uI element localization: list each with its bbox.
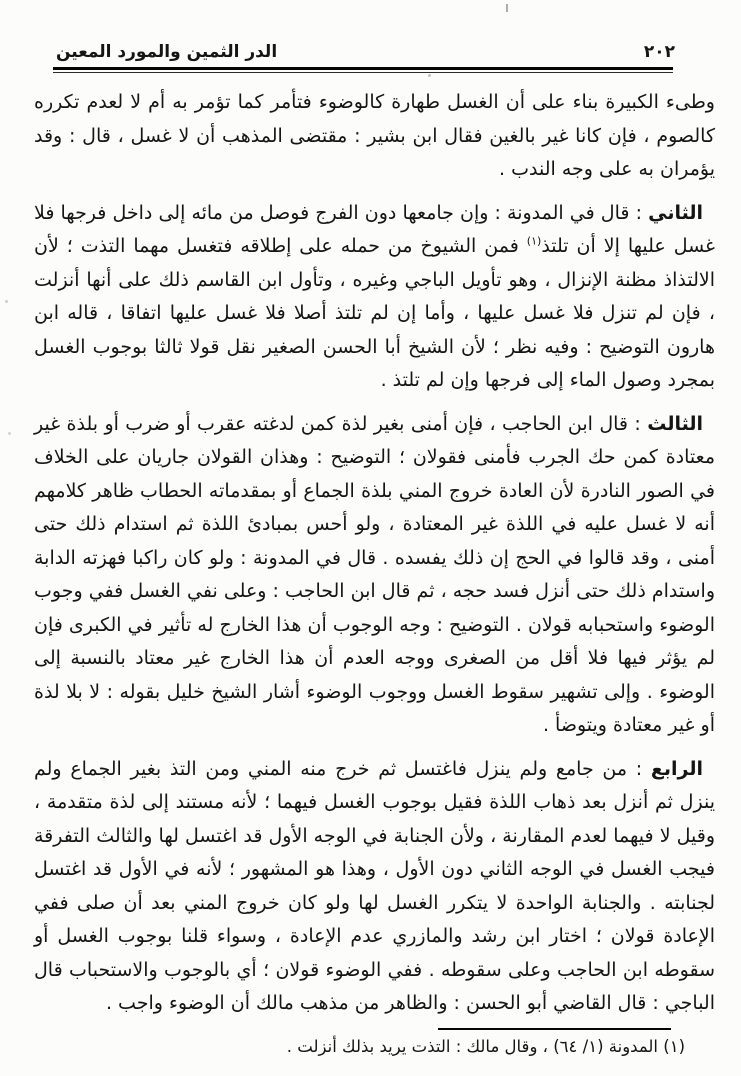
- footnote-text: المدونة (١/ ٦٤) ، وقال مالك : التذت يريد بذلك أنزلت .: [286, 1037, 658, 1056]
- paragraph-third-text: : قال ابن الحاجب ، فإن أمنى بغير لذة كمن لدغته عقرب أو ضرب أو بلذة غير معتادة كمن حك الجرب فأمنى فقولان ؛ التوضيح : وهذان القولان جاريان على الخلاف في الصور النادرة لأن العادة خروج المني بلذة الجماع أو بمقدماته الحطاب ظاهر كلامهم أنه لا غسل عليه في اللذة غير المعتادة ، ولو أحس بمبادئ اللذة ثم استدام ذلك حتى أمنى ، وقد قالوا في الحج إن ذلك يفسده . قال في المدونة : ولو كان راكبا فهزته الدابة واستدام ذلك حتى أنزل فسد حجه ، ثم قال ابن الحاجب : وعلى نفي الغسل ففي وجوب الوضوء واستحبابه قولان . التوضيح : وجه الوجوب أن هذا الخارج له تأثير في الكبرى فإن لم يؤثر فيها فلا أقل من الصغرى ووجه العدم أن هذا الخارج غير معتاد بالنسبة إلى الوضوء . وإلى تشهير سقوط الغسل ووجوب الوضوء أشار الشيخ خليل بقوله : لا بلا لذة أو غير معتادة ويتوضأ .: [34, 412, 715, 736]
- paragraph-third-lead: الثالث: [647, 412, 703, 435]
- book-title: الدر الثمين والمورد المعين: [56, 42, 278, 62]
- page-number: ٢٠٢: [643, 42, 675, 62]
- page-header: [0, 0, 741, 62]
- paragraph-second-text-before-note: : قال في المدونة : وإن جامعها دون الفرج فوصل من مائه إلى داخل فرجها فلا غسل عليها إلا أن تلتذ: [34, 201, 715, 257]
- scan-artifact: [8, 432, 11, 435]
- footnote: [40, 1035, 685, 1059]
- paragraph-second-text-after-note: فمن الشيوخ من حمله على إطلاقه فتغسل مهما التذت ؛ لأن الالتذاذ مظنة الإنزال ، وهو تأويل الباجي وغيره ، وتأول ابن القاسم ذلك على أنها أنزلت ، فإن لم تنزل فلا غسل عليها ، وأما إن لم تلتذ أصلا فلا غسل عليها اتفاقا ، قاله ابن هارون التوضيح : وفيه نظر ؛ لأن الشيخ أبا الحسن الصغير نقل قولا ثالثا بوجوب الغسل بمجرد وصول الماء إلى فرجها وإن لم تلتذ .: [34, 235, 715, 391]
- footnote-rule: [438, 1028, 671, 1030]
- footnote-marker: (١): [663, 1037, 685, 1056]
- footnote-reference-1: (١): [526, 234, 542, 248]
- scan-artifact: [506, 4, 508, 12]
- paragraph-third: [34, 408, 715, 743]
- paragraph-second: [34, 197, 715, 398]
- scan-artifact: [5, 300, 8, 303]
- paragraph-continuation-text: وطىء الكبيرة بناء على أن الغسل طهارة كالوضوء فتأمر كما تؤمر به أم لا لعدم تكرره كالصوم ، فإن كانا غير بالغين فقال ابن بشير : مقتضى المذهب أن لا غسل ، قال : وقد يؤمران به على وجه الندب .: [34, 91, 715, 180]
- paragraph-fourth: [34, 753, 715, 1021]
- paragraph-fourth-text: : من جامع ولم ينزل فاغتسل ثم خرج منه المني ومن التذ بغير الجماع ولم ينزل ثم أنزل بعد ذهاب اللذة فقيل بوجوب الغسل فيهما ؛ لأنه مستند إلى لذة متقدمة ، وقيل لا فيهما لعدم المقارنة ، ولأن الجنابة في الوجه الأول قد اغتسل لها والثالث التفرقة فيجب الغسل في الوجه الثاني دون الأول ، وهذا هو المشهور ؛ لأنه في الأول قد اغتسل لجنابته . والجنابة الواحدة لا يتكرر الغسل لها ولو كان خروج المني بعد أن صلى ففي الإعادة قولان ؛ اختار ابن رشد والمازري عدم الإعادة ، وسواء قلنا بوجوب الغسل أو سقوطه ابن الحاجب وعلى سقوطه . ففي الوضوء قولان ؛ أي بالوجوب والاستحباب قال الباجي : قال القاضي أبو الحسن : والظاهر من مذهب مالك أن الوضوء واجب .: [34, 757, 715, 1014]
- scan-artifact: [428, 74, 431, 77]
- paragraph-second-lead: الثاني: [648, 201, 703, 224]
- page-body: [0, 73, 741, 1021]
- paragraph-fourth-lead: الرابع: [650, 757, 703, 780]
- page-footer: [0, 1028, 741, 1059]
- paragraph-continuation: [34, 86, 715, 187]
